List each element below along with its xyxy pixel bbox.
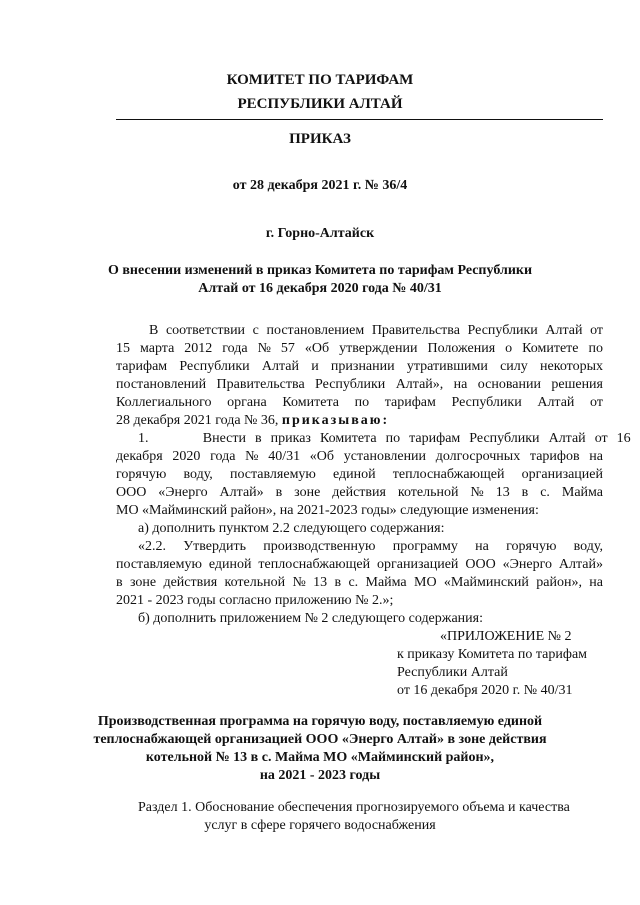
doc-city: г. Горно-Алтайск	[265, 226, 375, 241]
doc-type: ПРИКАЗ	[289, 131, 351, 147]
body-p1-line6-text: 28 декабря 2021 года № 36,	[116, 413, 279, 428]
quote-line2: поставляемую единой теплоснабжающей организацией ООО «Энерго Алтай»	[116, 557, 603, 572]
doc-date-number: от 28 декабря 2021 г. № 36/4	[232, 178, 408, 193]
item1-line4: ООО «Энерго Алтай» в зоне действия котельной № 13 в с. Майма	[116, 485, 603, 500]
section1-line2: услуг в сфере горячего водоснабжения	[204, 818, 436, 833]
header-divider	[116, 119, 603, 120]
body-p1-line5: Коллегиального органа Комитета по тарифам Республики Алтай от	[116, 395, 603, 410]
appendix-line2: к приказу Комитета по тарифам	[397, 647, 588, 662]
program-title-line4: на 2021 - 2023 годы	[259, 768, 381, 783]
order-word: приказываю:	[281, 413, 390, 428]
item1-line5: МО «Майминский район», на 2021-2023 годы» следующие изменения:	[116, 503, 539, 518]
body-p1-line4: постановлений Правительства Республики Алтай», на основании решения	[116, 377, 603, 392]
sub-item-a: а) дополнить пунктом 2.2 следующего содержания:	[138, 521, 445, 536]
item1-line2: декабря 2020 года № 40/31 «Об установлении долгосрочных тарифов на	[116, 449, 603, 464]
appendix-line1: «ПРИЛОЖЕНИЕ № 2	[440, 629, 572, 644]
doc-title-line1: О внесении изменений в приказ Комитета по тарифам Республики	[107, 263, 533, 278]
section1-line1: Раздел 1. Обоснование обеспечения прогнозируемого объема и качества	[138, 800, 570, 815]
appendix-line4: от 16 декабря 2020 г. № 40/31	[397, 683, 573, 698]
org-name-line2: РЕСПУБЛИКИ АЛТАЙ	[237, 96, 403, 112]
quote-line1: «2.2. Утвердить производственную программу на горячую воду,	[138, 539, 603, 554]
program-title-line2: теплоснабжающей организацией ООО «Энерго Алтай» в зоне действия	[93, 732, 547, 747]
quote-line3: в зоне действия котельной № 13 в с. Майма МО «Майминский район», на	[116, 575, 603, 590]
body-p1-line2: 15 марта 2012 года № 57 «Об утверждении Положения о Комитете по	[116, 341, 603, 356]
program-title-line1: Производственная программа на горячую воду, поставляемую единой	[97, 714, 543, 729]
org-name-line1: КОМИТЕТ ПО ТАРИФАМ	[226, 72, 414, 88]
sub-item-b: б) дополнить приложением № 2 следующего содержания:	[138, 611, 483, 626]
body-p1-line3: тарифам Республики Алтай и признании утратившими силу некоторых	[116, 359, 603, 374]
item1-line1: 1. Внести в приказ Комитета по тарифам Республики Алтай от 16	[138, 431, 631, 446]
program-title-line3: котельной № 13 в с. Майма МО «Майминский район»,	[145, 750, 495, 765]
quote-line4: 2021 - 2023 годы согласно приложению № 2.»;	[116, 593, 394, 608]
body-p1-line1: В соответствии с постановлением Правительства Республики Алтай от	[149, 323, 603, 338]
appendix-line3: Республики Алтай	[397, 665, 508, 680]
body-p1-line6	[116, 413, 389, 429]
doc-title-line2: Алтай от 16 декабря 2020 года № 40/31	[198, 281, 442, 296]
item1-line3: горячую воду, поставляемую единой теплоснабжающей организацией	[116, 467, 603, 482]
